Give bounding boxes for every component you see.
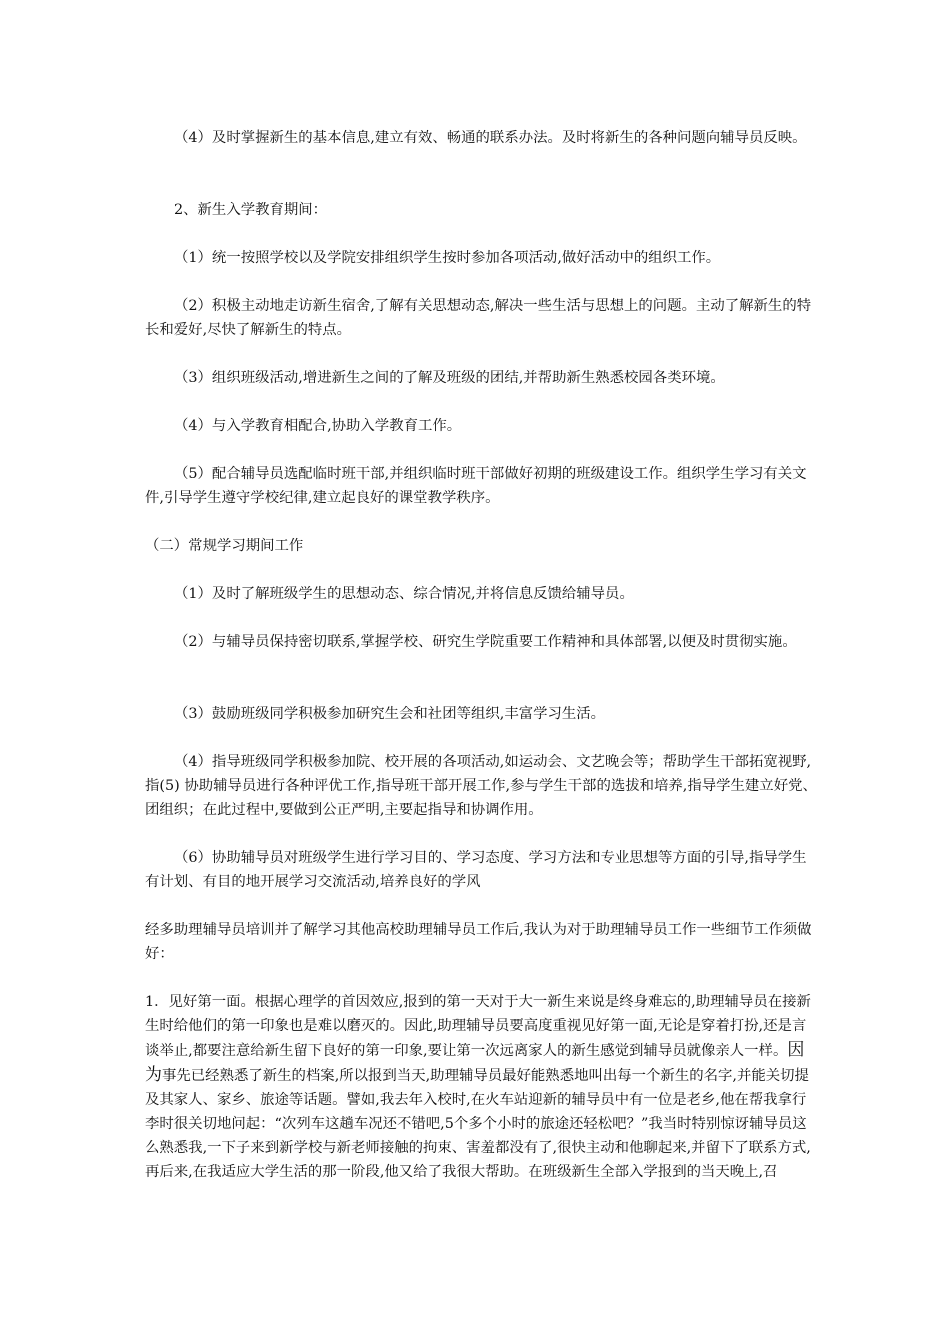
paragraph-regular-3: （3）鼓励班级同学积极参加研究生会和社团等组织,丰富学习生活。: [174, 706, 606, 722]
paragraph-regular-6: （6）协助辅导员对班级学生进行学习目的、学习态度、学习方法和专业思想等方面的引导,指导学生有计划、有目的地开展学习交流活动,培养良好的学风: [145, 850, 807, 890]
paragraph-freshman-info: （4）及时掌握新生的基本信息,建立有效、畅通的联系办法。及时将新生的各种问题向辅导员反映。: [174, 130, 807, 146]
first-impression-text-before: 1．见好第一面。根据心理学的首因效应,报到的第一天对于大一新生来说是终身难忘的,助理辅导员在接新生时给他们的第一印象也是难以磨灭的。因此,助理辅导员要高度重视见好第一面,无论是穿着打扮,还是言谈举止,都要注意给新生留下良好的第一印象,要让第一次远离家人的新生感觉到辅导员就像亲人一样。: [145, 994, 811, 1059]
paragraph-orientation-5: （5）配合辅导员选配临时班干部,并组织临时班干部做好初期的班级建设工作。组织学生学习有关文件,引导学生遵守学校纪律,建立起良好的课堂教学秩序。: [145, 466, 807, 506]
paragraph-regular-1: （1）及时了解班级学生的思想动态、综合情况,并将信息反馈给辅导员。: [174, 586, 634, 602]
paragraph-regular-4: （4）指导班级同学积极参加院、校开展的各项活动,如运动会、文艺晚会等；帮助学生干部拓宽视野,指(5) 协助辅导员进行各种评优工作,指导班干部开展工作,参与学生干部的选拔和培养,指导学生建立好党、团组织；在此过程中,要做到公正严明,主要起指导和协调作用。: [145, 754, 817, 818]
paragraph-orientation-2: （2）积极主动地走访新生宿舍,了解有关思想动态,解决一些生活与思想上的问题。主动了解新生的特长和爱好,尽快了解新生的特点。: [145, 298, 812, 338]
first-impression-text-after: 事先已经熟悉了新生的档案,所以报到当天,助理辅导员最好能熟悉地叫出每一个新生的名字,并能关切提及其家人、家乡、旅途等话题。譬如,我去年入校时,在火车站迎新的辅导员中有一位是老乡,他在帮我拿行李时很关切地问起：“次列车这趟车况还不错吧,5个多个小时的旅途还轻松吧？”我当时特别惊讶辅导员这么熟悉我,一下子来到新学校与新老师接触的拘束、害羞都没有了,很快主动和他聊起来,并留下了联系方式,再后来,在我适应大学生活的那一阶段,他又给了我很大帮助。在班级新生全部入学报到的当天晚上,召: [145, 1068, 811, 1180]
paragraph-orientation-4: （4）与入学教育相配合,协助入学教育工作。: [174, 418, 462, 434]
paragraph-first-impression: [145, 990, 817, 1184]
first-impression-emphasis: 因为: [145, 1040, 805, 1085]
paragraph-training-summary: 经多助理辅导员培训并了解学习其他高校助理辅导员工作后,我认为对于助理辅导员工作一些细节工作须做好：: [145, 922, 812, 962]
paragraph-orientation-1: （1）统一按照学校以及学院安排组织学生按时参加各项活动,做好活动中的组织工作。: [174, 250, 721, 266]
paragraph-orientation-3: （3）组织班级活动,增进新生之间的了解及班级的团结,并帮助新生熟悉校园各类环境。: [174, 370, 725, 386]
heading-orientation-period: 2、新生入学教育期间：: [174, 202, 328, 218]
paragraph-regular-2: （2）与辅导员保持密切联系,掌握学校、研究生学院重要工作精神和具体部署,以便及时贯彻实施。: [174, 634, 797, 650]
heading-regular-study-period: （二）常规学习期间工作: [145, 538, 304, 554]
